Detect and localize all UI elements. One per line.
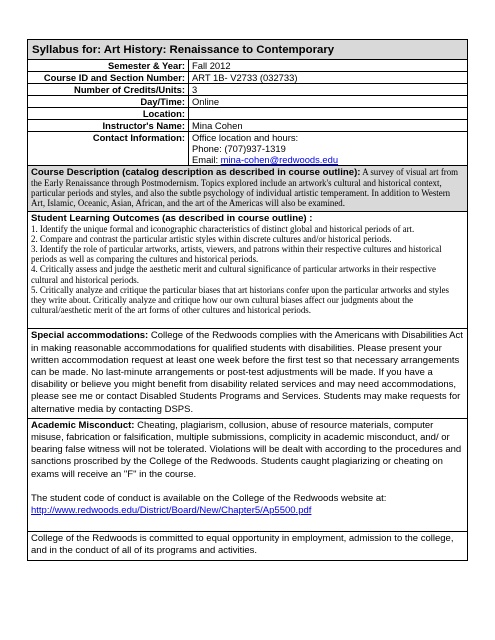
info-row-semester	[28, 60, 467, 72]
equal-opportunity-text: College of the Redwoods is committed to equal opportunity in employment, admission to the college, and in the conduct of all of its programs and activities.	[31, 533, 454, 557]
info-row-location	[28, 108, 467, 120]
info-row-instructor	[28, 120, 467, 132]
course-description-section	[28, 166, 467, 212]
info-value: 3	[192, 84, 198, 95]
outcome-item: 1. Identify the unique formal and iconographic characteristics of distinct global and historical periods of art.	[31, 223, 415, 234]
info-label: Day/Time:	[28, 96, 189, 107]
course-description-body: A survey of visual art from the Early Renaissance through Postmodernism. Topics explored include an artwork's cultural and historical context, particular periods and styles, and also the subtle psychology of individual artistic temperament. In addition to Western Art, Islamic, Oceanic, Asian, African, and the art of the Americas will also be examined.	[31, 167, 459, 209]
syllabus-table	[27, 39, 468, 561]
email-prefix: Email:	[192, 154, 221, 165]
info-label: Course ID and Section Number:	[28, 72, 189, 83]
course-description-heading: Course Description (catalog description as described in course outline):	[31, 167, 361, 178]
academic-misconduct-section	[28, 419, 467, 532]
section-spacer	[31, 315, 464, 326]
contact-value	[189, 132, 467, 165]
email-link[interactable]: mina-cohen@redwoods.edu	[220, 154, 339, 165]
info-label: Semester & Year:	[28, 60, 189, 71]
learning-outcomes-heading: Student Learning Outcomes (as described in course outline) :	[31, 212, 313, 224]
info-label: Location:	[28, 108, 189, 119]
info-value: ART 1B- V2733 (032733)	[192, 72, 298, 83]
course-description-text	[31, 167, 464, 209]
special-accommodations-text	[31, 330, 464, 415]
academic-misconduct-body: Cheating, plagiarism, collusion, abuse of resource materials, computer misuse, fabrication or falsification, multiple submissions, complicity in academic misconduct, and/ or bearing false witness will not be tolerated. Violations will be dealt with according to the procedures and sanctions proscribed by the College of the Redwoods. Students caught plagiarizing or cheating on exams will receive an "F" in the course.	[31, 419, 462, 480]
contact-phone: Phone: (707)937-1319	[192, 143, 286, 154]
equal-opportunity-section	[28, 532, 467, 559]
contact-email-line	[192, 154, 464, 165]
special-accommodations-section	[28, 329, 467, 418]
special-accommodations-body: College of the Redwoods complies with the Americans with Disabilities Act in making reasonable accommodations for qualified students with disabilities. Please present your written accommodation request at least one week before the first test so that necessary arrangements can be made. No last-minute arrangements or post-test adjustments will be made. If you have a disability or believe you might benefit from disability related services and may need accommodations, please see me or contact Disabled Students Programs and Services. Students may make requests for alternative media by contacting DSPS.	[31, 330, 463, 415]
info-value: Fall 2012	[192, 60, 231, 71]
page-title: Syllabus for: Art History: Renaissance to Contemporary	[28, 40, 467, 60]
info-label: Contact Information:	[28, 132, 189, 165]
info-value	[189, 108, 467, 119]
special-accommodations-heading: Special accommodations:	[31, 330, 149, 342]
academic-misconduct-heading: Academic Misconduct:	[31, 419, 135, 431]
info-row-day-time	[28, 96, 467, 108]
contact-office-hours: Office location and hours:	[192, 132, 299, 143]
outcome-item: 2. Compare and contrast the particular artistic styles within discrete cultures and/or historical periods.	[31, 233, 392, 244]
outcome-item: 4. Critically assess and judge the aesthetic merit and cultural significance of particular artworks in their respective cultural and historical periods.	[31, 264, 436, 285]
info-row-course-id	[28, 72, 467, 84]
learning-outcomes-section	[28, 212, 467, 330]
code-of-conduct-link[interactable]: http://www.redwoods.edu/District/Board/New/Chapter5/Ap5500.pdf	[31, 505, 312, 517]
outcome-item: 3. Identify the role of particular artworks, artists, viewers, and patrons within their respective cultures and historical periods as well as comparing the cultures and historical periods.	[31, 244, 442, 265]
info-label: Instructor's Name:	[28, 120, 189, 131]
info-label: Number of Credits/Units:	[28, 84, 189, 95]
code-of-conduct-text: The student code of conduct is available on the College of the Redwoods website at:	[31, 492, 387, 504]
info-row-contact	[28, 132, 467, 166]
info-value: Mina Cohen	[192, 120, 243, 131]
section-spacer	[31, 481, 464, 493]
academic-misconduct-text	[31, 420, 464, 481]
outcome-item: 5. Critically analyze and critique the particular biases that art historians confer upon the particular artworks and styles they write about. Critically analyze and critique how our own cultural biases affect our judgments about the cultural/aesthetic merit of the art forms of other cultures and historical periods.	[31, 284, 449, 316]
info-value: Online	[192, 96, 220, 107]
section-spacer	[31, 517, 464, 529]
info-row-credits	[28, 84, 467, 96]
